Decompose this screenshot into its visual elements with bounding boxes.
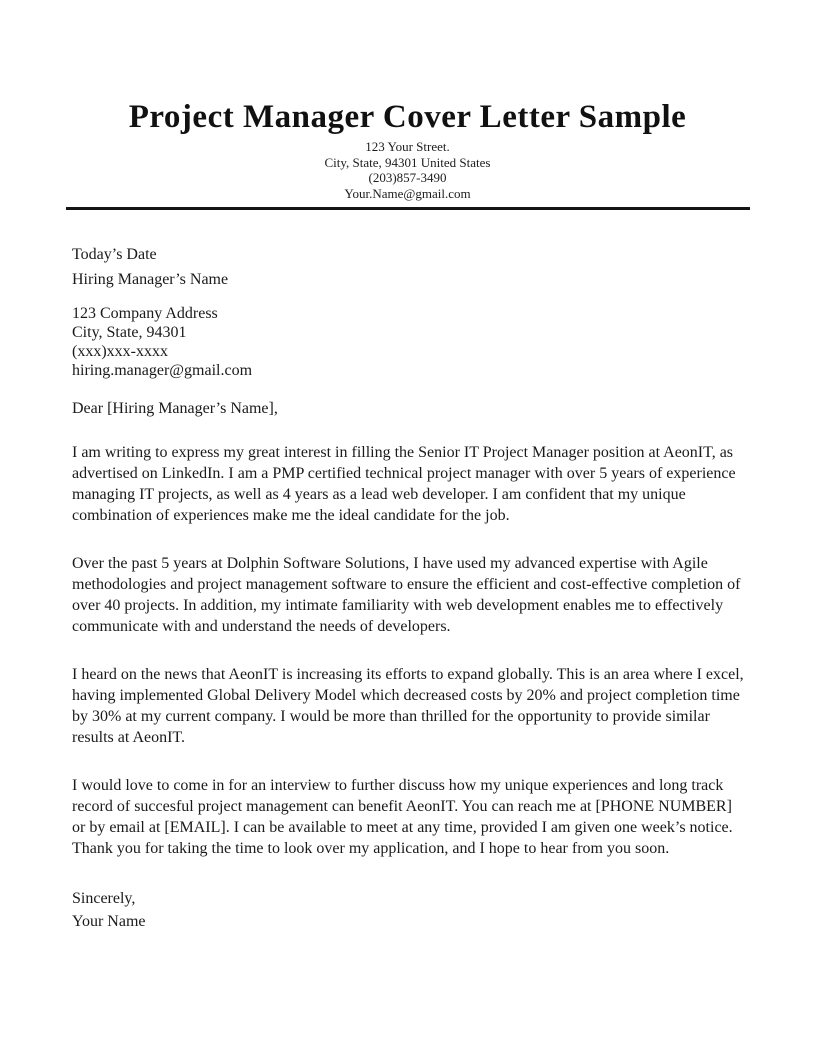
sender-email: Your.Name@gmail.com: [344, 185, 471, 201]
letter-body: [72, 244, 745, 932]
header-divider-rule: [66, 207, 750, 210]
closing-signoff: Sincerely,: [72, 890, 136, 907]
sender-street: 123 Your Street.: [365, 139, 450, 154]
paragraph-4: I would love to come in for an interview to further discuss how my unique experiences and long track record of succesful project management can benefit AeonIT. You can reach me at [PHONE NUMBER] or by email at [EMAIL]. I can be available to meet at any time, provided I am given one week’s notice. Thank you for taking the time to look over my application, and I hope to hear from you soon.: [72, 777, 733, 857]
sender-city-line: City, State, 94301 United States: [324, 154, 491, 170]
company-phone-line: (xxx)xxx-xxxx: [72, 343, 168, 360]
paragraph-3: I heard on the news that AeonIT is increasing its efforts to expand globally. This is an area where I excel, having implemented Global Delivery Model which decreased costs by 20% and project completion time by 30% at my current company. I would be more than thrilled for the opportunity to provide similar results at AeonIT.: [72, 666, 744, 746]
company-email-line: hiring.manager@gmail.com: [72, 362, 253, 379]
date-line: Today’s Date: [72, 246, 157, 263]
hiring-manager-line: Hiring Manager’s Name: [72, 271, 229, 288]
company-address-line: 123 Company Address: [72, 305, 218, 322]
document-title: Project Manager Cover Letter Sample: [128, 99, 687, 135]
paragraph-2: Over the past 5 years at Dolphin Software Solutions, I have used my advanced expertise with Agile methodologies and project management software to ensure the efficient and cost-effective completion of over 40 projects. In addition, my intimate familiarity with web development enables me to effectively communicate with and understand the needs of developers.: [72, 555, 741, 635]
paragraph-1: I am writing to express my great interest in filling the Senior IT Project Manager position at AeonIT, as advertised on LinkedIn. I am a PMP certified technical project manager with over 5 years of experience managing IT projects, as well as 4 years as a lead web developer. I am confident that my unique combination of experiences make me the ideal candidate for the job.: [72, 444, 736, 524]
signature-name: Your Name: [72, 913, 146, 930]
recipient-address-block: [72, 304, 745, 380]
sender-phone: (203)857-3490: [368, 170, 447, 185]
recipient-block: [72, 244, 745, 290]
company-city-line: City, State, 94301: [72, 324, 187, 341]
sender-contact-block: [0, 139, 815, 201]
salutation: Dear [Hiring Manager’s Name],: [72, 400, 278, 417]
